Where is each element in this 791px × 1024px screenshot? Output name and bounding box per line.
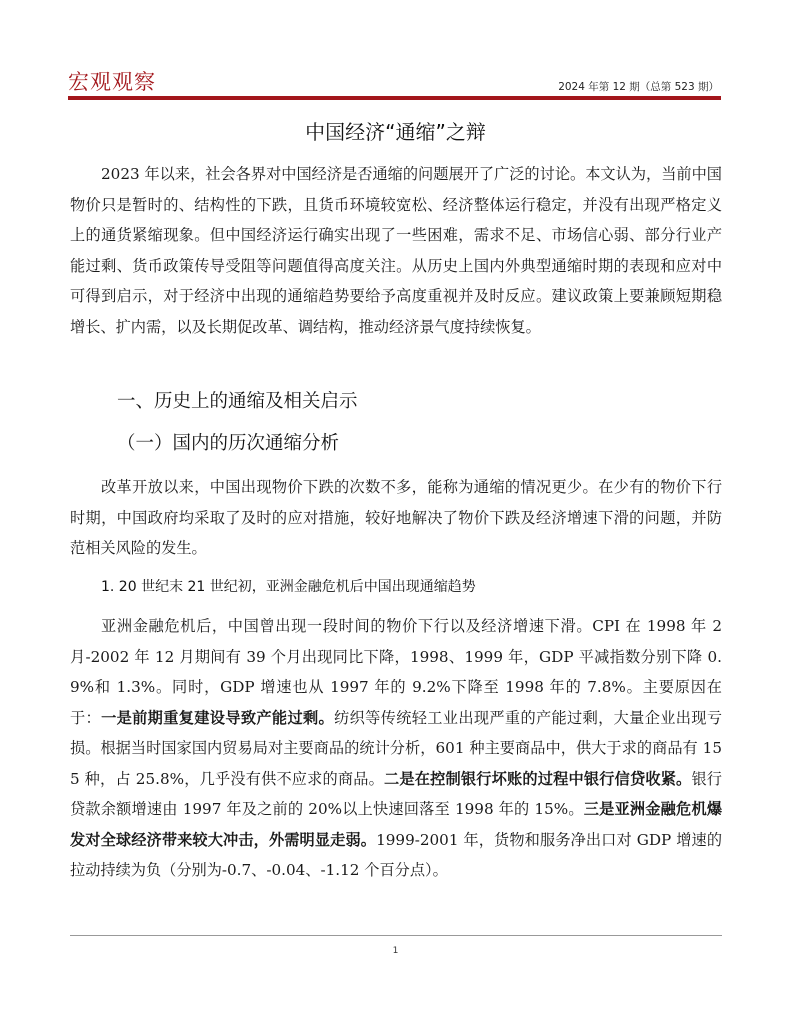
subsection-heading: （一）国内的历次通缩分析 — [117, 433, 340, 454]
item-heading: 1. 20 世纪末 21 世纪初，亚洲金融危机后中国出现通缩趋势 — [101, 579, 476, 595]
subsection-paragraph: 改革开放以来，中国出现物价下跌的次数不多，能称为通缩的情况更少。在少有的物价下行时期，中国政府均采取了及时的应对措施，较好地解决了物价下跌及经济增速下滑的问题，并防范相关风险的发生。 — [70, 478, 722, 557]
emphasis-point-2: 二是在控制银行坏账的过程中银行信贷收紧。 — [384, 769, 692, 788]
item-text-b: 纺织等传统轻工业出现严重的产能过剩，大量企业出现亏损。根据当时国家国内贸易局对主要商品的统计分析，601 种主要商品中，供大于求的商品有 155 种，占 25.8%，几乎没有供不应求的商品。 — [70, 708, 723, 788]
issue-number: 2024 年第 12 期（总第 523 期） — [558, 81, 719, 93]
intro-paragraph: 2023 年以来，社会各界对中国经济是否通缩的问题展开了广泛的讨论。本文认为，当前中国物价只是暂时的、结构性的下跌，且货币环境较宽松、经济整体运行稳定，并没有出现严格定义上的通货紧缩现象。但中国经济运行确实出现了一些困难，需求不足、市场信心弱、部分行业产能过剩、货币政策传导受阻等问题值得高度关注。从历史上国内外典型通缩时期的表现和应对中可得到启示，对于经济中出现的通缩趋势要给予高度重视并及时反应。建议政策上要兼顾短期稳增长、扩内需，以及长期促改革、调结构，推动经济景气度持续恢复。 — [70, 165, 722, 336]
item-paragraph — [70, 611, 722, 886]
item-text-c: 银行贷款余额增速由 1997 年及之前的 20%以上快速回落至 1998 年的 15%。 — [70, 769, 722, 818]
page-number: 1 — [392, 946, 399, 956]
header-divider — [68, 96, 721, 100]
publication-brand: 宏观观察 — [68, 70, 156, 94]
article-title: 中国经济“通缩”之辩 — [305, 120, 486, 144]
section-heading: 一、历史上的通缩及相关启示 — [117, 391, 358, 412]
footer-divider — [70, 935, 722, 936]
item-text-d: 1999-2001 年，货物和服务净出口对 GDP 增速的拉动持续为负（分别为-0.7、-0.04、-1.12 个百分点）。 — [70, 830, 723, 879]
emphasis-point-3: 三是亚洲金融危机爆发对全球经济带来较大冲击，外需明显走弱。 — [70, 800, 723, 849]
emphasis-point-1: 一是前期重复建设导致产能过剩。 — [101, 708, 335, 727]
item-text-a: 亚洲金融危机后，中国曾出现一段时间的物价下行以及经济增速下滑。CPI 在 1998 年 2 月-2002 年 12 月期间有 39 个月出现同比下降，1998、1999 年，GDP 平减指数分别下降 0.9%和 1.3%。同时，GDP 增速也从 1997 年的 9.2%下降至 1998 年的 7.8%。主要原因在于： — [70, 617, 722, 727]
